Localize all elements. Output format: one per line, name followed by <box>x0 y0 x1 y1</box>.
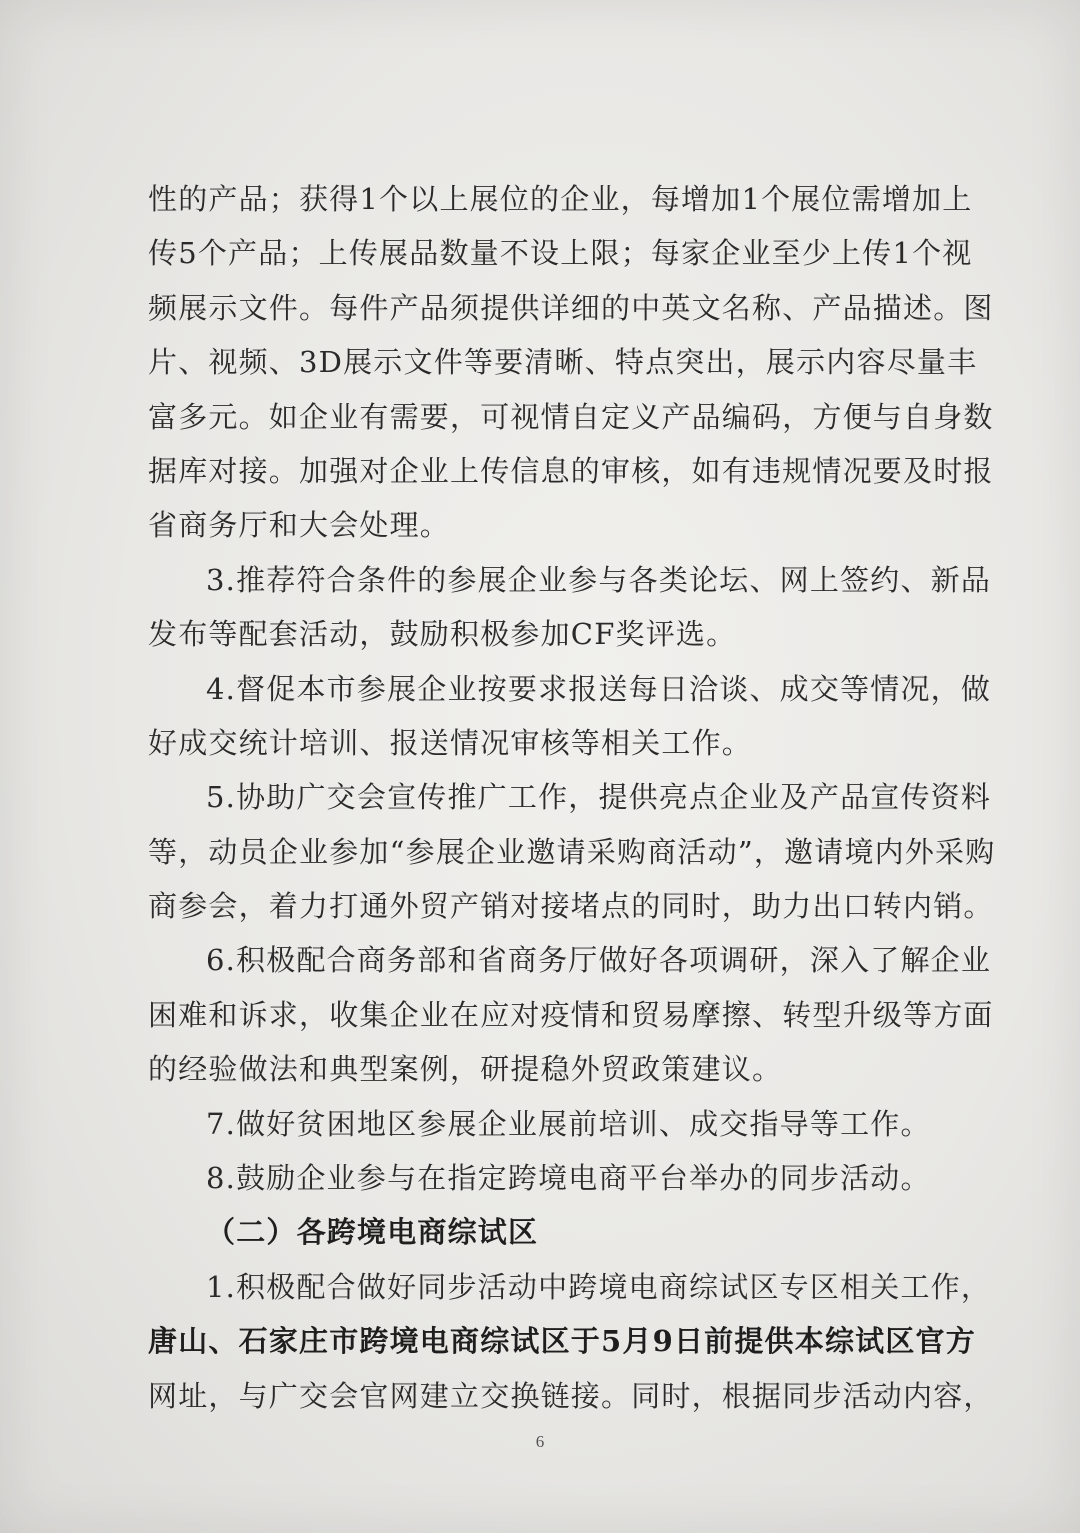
text-line: 频展示文件。每件产品须提供详细的中英文名称、产品描述。图 <box>148 290 994 325</box>
text-line: 等，动员企业参加“参展企业邀请采购商活动”，邀请境内外采购 <box>148 834 996 869</box>
text-line: 1.积极配合做好同步活动中跨境电商综试区专区相关工作， <box>206 1269 992 1304</box>
text-line: 困难和诉求，收集企业在应对疫情和贸易摩擦、转型升级等方面 <box>148 997 994 1032</box>
text-line-bold: 唐山、石家庄市跨境电商综试区于5月9日前提供本综试区官方 <box>148 1324 976 1359</box>
text-line: 6.积极配合商务部和省商务厅做好各项调研，深入了解企业 <box>206 943 992 978</box>
page-number: 6 <box>535 1432 545 1451</box>
text-line: 好成交统计培训、报送情况审核等相关工作。 <box>148 725 753 760</box>
text-line: 片、视频、3D展示文件等要清晰、特点突出，展示内容尽量丰 <box>148 345 978 380</box>
text-line: 8.鼓励企业参与在指定跨境电商平台举办的同步活动。 <box>206 1161 931 1196</box>
text-line: 传5个产品；上传展品数量不设上限；每家企业至少上传1个视 <box>148 236 973 271</box>
text-line: 商参会，着力打通外贸产销对接堵点的同时，助力出口转内销。 <box>148 889 994 924</box>
text-line: 5.协助广交会宣传推广工作，提供亮点企业及产品宣传资料 <box>206 780 992 815</box>
text-line: 网址，与广交会官网建立交换链接。同时，根据同步活动内容， <box>148 1378 994 1413</box>
text-line: 发布等配套活动，鼓励积极参加CF奖评选。 <box>148 617 737 652</box>
text-line: 据库对接。加强对企业上传信息的审核，如有违规情况要及时报 <box>148 453 994 488</box>
text-line: 性的产品；获得1个以上展位的企业，每增加1个展位需增加上 <box>148 182 973 216</box>
body-text <box>148 172 996 1423</box>
text-line: 的经验做法和典型案例，研提稳外贸政策建议。 <box>148 1052 783 1087</box>
text-line: 3.推荐符合条件的参展企业参与各类论坛、网上签约、新品 <box>206 562 992 597</box>
section-heading: （二）各跨境电商综试区 <box>206 1215 539 1250</box>
text-line: 7.做好贫困地区参展企业展前培训、成交指导等工作。 <box>206 1106 931 1141</box>
text-line: 富多元。如企业有需要，可视情自定义产品编码，方便与自身数 <box>148 399 994 434</box>
text-line: 省商务厅和大会处理。 <box>148 508 451 543</box>
text-line: 4.督促本市参展企业按要求报送每日洽谈、成交等情况，做 <box>206 671 992 706</box>
